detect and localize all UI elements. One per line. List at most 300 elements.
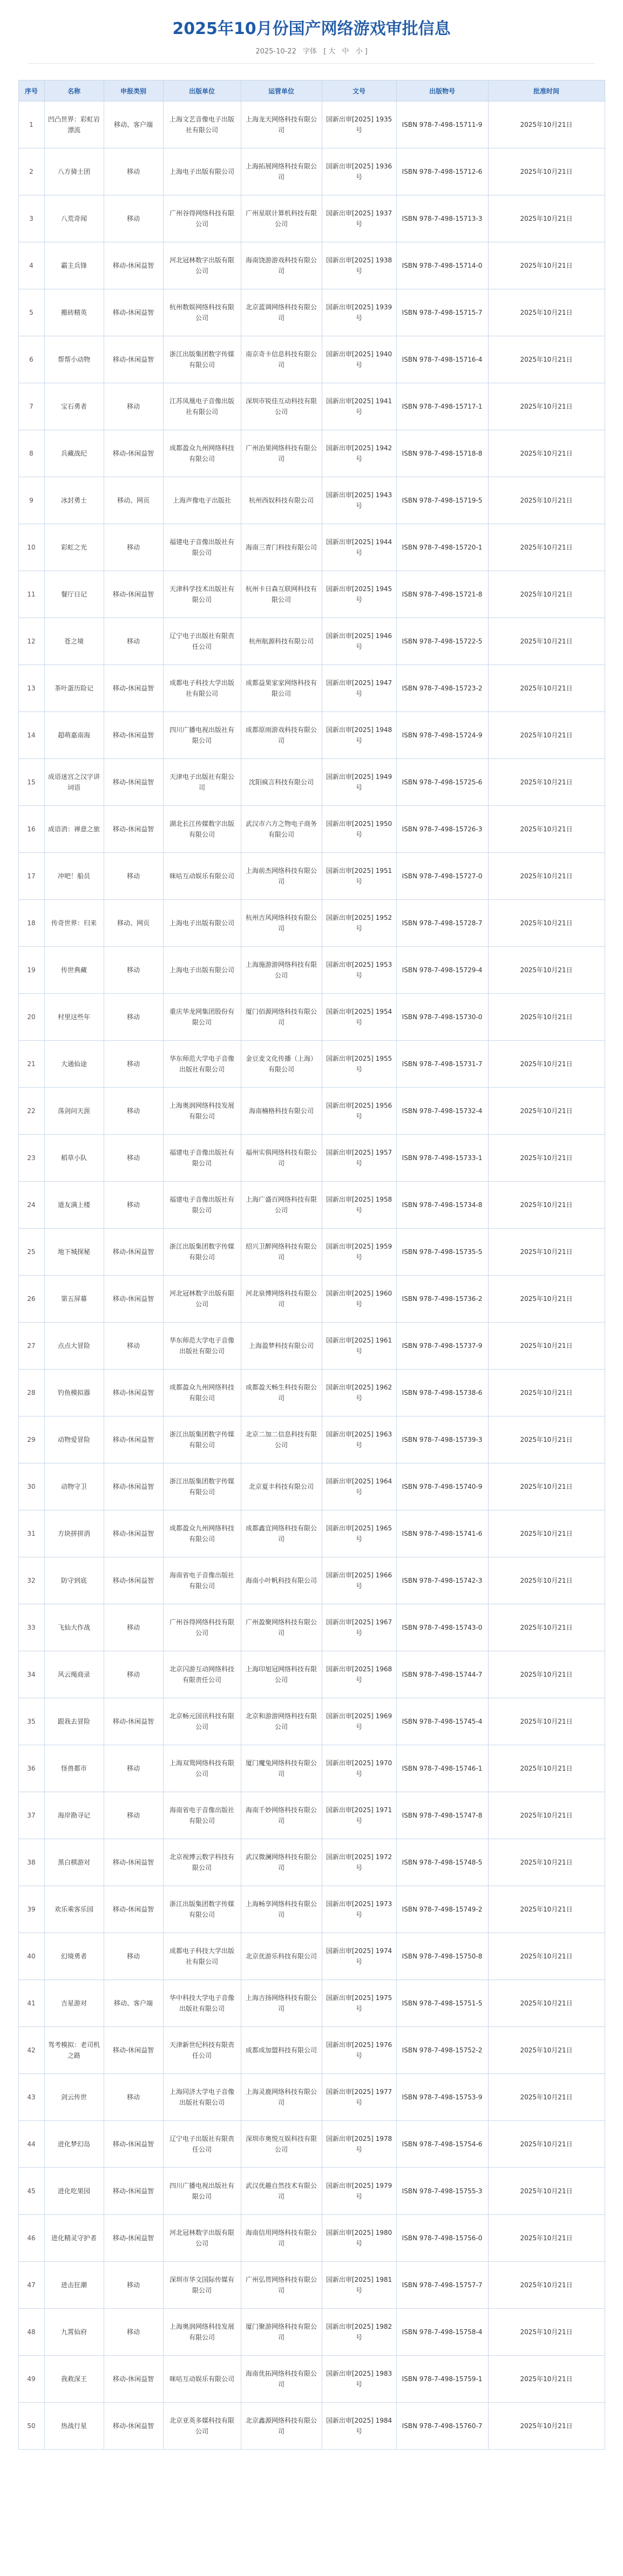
cell-operator: 绍兴卫醉网络科技有限公司 — [241, 1229, 322, 1276]
table-row — [18, 2074, 605, 2121]
cell-name: 飞仙大作战 — [44, 1604, 104, 1651]
cell-publisher: 华东师范大学电子音像出版社有限公司 — [163, 1041, 241, 1088]
cell-category: 移动 — [104, 195, 163, 242]
table-row — [18, 1088, 605, 1135]
table-row — [18, 2403, 605, 2450]
table-row — [18, 759, 605, 806]
cell-index: 41 — [18, 1980, 44, 2027]
cell-publisher: 海南省电子音像出版社有限公司 — [163, 1557, 241, 1604]
cell-category: 移动 — [104, 1041, 163, 1088]
cell-category: 移动-休闲益智 — [104, 1416, 163, 1463]
cell-isbn: ISBN 978-7-498-15742-3 — [396, 1557, 488, 1604]
cell-isbn: ISBN 978-7-498-15732-4 — [396, 1088, 488, 1135]
cell-isbn: ISBN 978-7-498-15748-5 — [396, 1839, 488, 1886]
table-header-row — [18, 80, 605, 101]
cell-operator: 杭州西奴科技有限公司 — [241, 477, 322, 524]
divider — [28, 63, 595, 64]
cell-operator: 海南优拓网络科技有限公司 — [241, 2356, 322, 2403]
cell-index: 13 — [18, 665, 44, 712]
cell-index: 30 — [18, 1463, 44, 1510]
approval-table — [18, 80, 605, 2450]
cell-approval-no: 国新出审[2025] 1967 号 — [322, 1604, 396, 1651]
table-row — [18, 148, 605, 195]
cell-isbn: ISBN 978-7-498-15725-6 — [396, 759, 488, 806]
cell-category: 移动 — [104, 1604, 163, 1651]
cell-category: 移动、网页 — [104, 477, 163, 524]
cell-approval-date: 2025年10月21日 — [488, 1416, 605, 1463]
cell-operator: 海南三青门科技有限公司 — [241, 524, 322, 571]
table-row — [18, 1182, 605, 1229]
cell-approval-no: 国新出审[2025] 1976 号 — [322, 2027, 396, 2074]
cell-approval-date: 2025年10月21日 — [488, 1557, 605, 1604]
cell-name: 热战行星 — [44, 2403, 104, 2450]
font-size-switcher: [ 大 中 小 ] — [323, 48, 368, 56]
cell-isbn: ISBN 978-7-498-15739-3 — [396, 1416, 488, 1463]
cell-name: 怪兽都市 — [44, 1745, 104, 1792]
cell-operator: 厦门魔兔网络科技有限公司 — [241, 1745, 322, 1792]
table-row — [18, 1416, 605, 1463]
cell-category: 移动-休闲益智 — [104, 571, 163, 618]
cell-name: 钓鱼模拟器 — [44, 1370, 104, 1416]
cell-category: 移动-休闲益智 — [104, 2168, 163, 2215]
cell-operator: 福州实俱网络科技有限公司 — [241, 1135, 322, 1182]
cell-approval-no: 国新出审[2025] 1962 号 — [322, 1370, 396, 1416]
cell-approval-date: 2025年10月21日 — [488, 2168, 605, 2215]
cell-approval-date: 2025年10月21日 — [488, 1135, 605, 1182]
cell-name: 八方骑士团 — [44, 148, 104, 195]
table-row — [18, 195, 605, 242]
cell-category: 移动-休闲益智 — [104, 806, 163, 853]
cell-category: 移动-休闲益智 — [104, 336, 163, 383]
cell-name: 方块拼拼消 — [44, 1510, 104, 1557]
cell-approval-date: 2025年10月21日 — [488, 759, 605, 806]
cell-operator: 上海前杰网络科技有限公司 — [241, 853, 322, 900]
cell-publisher: 上海电子出版有限公司 — [163, 947, 241, 994]
cell-isbn: ISBN 978-7-498-15730-0 — [396, 994, 488, 1041]
cell-category: 移动 — [104, 947, 163, 994]
cell-isbn: ISBN 978-7-498-15714-0 — [396, 242, 488, 289]
cell-index: 35 — [18, 1698, 44, 1745]
cell-publisher: 华东师范大学电子音像出版社有限公司 — [163, 1323, 241, 1370]
table-row — [18, 712, 605, 759]
cell-approval-date: 2025年10月21日 — [488, 2215, 605, 2262]
cell-operator: 成都原雨游戏科技有限公司 — [241, 712, 322, 759]
cell-publisher: 上海奥润网络科技发展有限公司 — [163, 1088, 241, 1135]
cell-approval-date: 2025年10月21日 — [488, 806, 605, 853]
cell-approval-date: 2025年10月21日 — [488, 947, 605, 994]
cell-approval-date: 2025年10月21日 — [488, 2121, 605, 2168]
table-row — [18, 101, 605, 148]
cell-publisher: 福建电子音像出版社有限公司 — [163, 524, 241, 571]
cell-approval-date: 2025年10月21日 — [488, 101, 605, 148]
cell-approval-date: 2025年10月21日 — [488, 2074, 605, 2121]
cell-category: 移动、客户端 — [104, 101, 163, 148]
header-operator: 运营单位 — [241, 80, 322, 101]
header-approval-date: 批准时间 — [488, 80, 605, 101]
cell-isbn: ISBN 978-7-498-15737-9 — [396, 1323, 488, 1370]
cell-publisher: 北京视博云数字科技有限公司 — [163, 1839, 241, 1886]
table-row — [18, 1510, 605, 1557]
cell-operator: 上海印旭冠网络科技有限公司 — [241, 1651, 322, 1698]
cell-approval-no: 国新出审[2025] 1958 号 — [322, 1182, 396, 1229]
cell-approval-date: 2025年10月21日 — [488, 242, 605, 289]
cell-approval-no: 国新出审[2025] 1972 号 — [322, 1839, 396, 1886]
table-row — [18, 1886, 605, 1933]
cell-approval-no: 国新出审[2025] 1948 号 — [322, 712, 396, 759]
cell-name: 彩虹之光 — [44, 524, 104, 571]
table-row — [18, 289, 605, 336]
cell-category: 移动 — [104, 1745, 163, 1792]
cell-approval-no: 国新出审[2025] 1970 号 — [322, 1745, 396, 1792]
cell-index: 18 — [18, 900, 44, 947]
table-row — [18, 1557, 605, 1604]
cell-index: 14 — [18, 712, 44, 759]
cell-name: 海岸勘寻记 — [44, 1792, 104, 1839]
cell-approval-no: 国新出审[2025] 1966 号 — [322, 1557, 396, 1604]
cell-approval-date: 2025年10月21日 — [488, 2262, 605, 2309]
cell-operator: 杭州航源科技有限公司 — [241, 618, 322, 665]
cell-operator: 武汉微澜网络科技有限公司 — [241, 1839, 322, 1886]
cell-name: 传奇世界：归来 — [44, 900, 104, 947]
cell-name: 荡剑问天涯 — [44, 1088, 104, 1135]
cell-operator: 南京奇卡信息科技有限公司 — [241, 336, 322, 383]
cell-name: 欢乐乘客乐园 — [44, 1886, 104, 1933]
cell-index: 1 — [18, 101, 44, 148]
cell-isbn: ISBN 978-7-498-15731-7 — [396, 1041, 488, 1088]
cell-index: 2 — [18, 148, 44, 195]
cell-name: 跟我去冒险 — [44, 1698, 104, 1745]
cell-operator: 金豆麦文化传播（上海）有限公司 — [241, 1041, 322, 1088]
cell-approval-date: 2025年10月21日 — [488, 618, 605, 665]
cell-approval-date: 2025年10月21日 — [488, 1510, 605, 1557]
cell-category: 移动 — [104, 2309, 163, 2356]
cell-operator: 成都成加盟科技有限公司 — [241, 2027, 322, 2074]
cell-index: 3 — [18, 195, 44, 242]
cell-publisher: 江苏凤凰电子音像出版社有限公司 — [163, 383, 241, 430]
cell-approval-date: 2025年10月21日 — [488, 1276, 605, 1323]
cell-operator: 上海吉扬网络科技有限公司 — [241, 1980, 322, 2027]
cell-publisher: 上海电子出版有限公司 — [163, 148, 241, 195]
cell-operator: 上海拓展网络科技有限公司 — [241, 148, 322, 195]
table-row — [18, 1135, 605, 1182]
cell-name: 我救深王 — [44, 2356, 104, 2403]
cell-publisher: 成都盈众九州网络科技有限公司 — [163, 1510, 241, 1557]
cell-approval-date: 2025年10月21日 — [488, 1651, 605, 1698]
cell-operator: 广州盈聚网络科技有限公司 — [241, 1604, 322, 1651]
cell-approval-date: 2025年10月21日 — [488, 1229, 605, 1276]
header-publisher: 出版单位 — [163, 80, 241, 101]
cell-publisher: 北京畅元国讯科技有限公司 — [163, 1698, 241, 1745]
cell-category: 移动 — [104, 2262, 163, 2309]
cell-approval-date: 2025年10月21日 — [488, 2309, 605, 2356]
cell-publisher: 海南省电子音像出版社有限公司 — [163, 1792, 241, 1839]
cell-index: 28 — [18, 1370, 44, 1416]
cell-approval-date: 2025年10月21日 — [488, 1604, 605, 1651]
cell-index: 17 — [18, 853, 44, 900]
cell-isbn: ISBN 978-7-498-15724-9 — [396, 712, 488, 759]
cell-publisher: 四川广播电视出版社有限公司 — [163, 2168, 241, 2215]
cell-publisher: 天津新世纪科技有限责任公司 — [163, 2027, 241, 2074]
cell-category: 移动-休闲益智 — [104, 2356, 163, 2403]
cell-publisher: 成都电子科技大学出版社有限公司 — [163, 1933, 241, 1980]
cell-approval-no: 国新出审[2025] 1947 号 — [322, 665, 396, 712]
cell-publisher: 浙江出版集团数字传媒有限公司 — [163, 1229, 241, 1276]
cell-name: 防守到底 — [44, 1557, 104, 1604]
cell-publisher: 上海声像电子出版社 — [163, 477, 241, 524]
cell-approval-no: 国新出审[2025] 1943 号 — [322, 477, 396, 524]
cell-publisher: 上海奥润网络科技发展有限公司 — [163, 2309, 241, 2356]
cell-category: 移动 — [104, 1135, 163, 1182]
cell-publisher: 天津电子出版社有限公司 — [163, 759, 241, 806]
cell-isbn: ISBN 978-7-498-15750-8 — [396, 1933, 488, 1980]
cell-approval-no: 国新出审[2025] 1944 号 — [322, 524, 396, 571]
cell-index: 32 — [18, 1557, 44, 1604]
cell-isbn: ISBN 978-7-498-15726-3 — [396, 806, 488, 853]
cell-index: 43 — [18, 2074, 44, 2121]
cell-category: 移动-休闲益智 — [104, 1557, 163, 1604]
table-row — [18, 900, 605, 947]
cell-index: 38 — [18, 1839, 44, 1886]
cell-index: 6 — [18, 336, 44, 383]
cell-publisher: 浙江出版集团数字传媒有限公司 — [163, 1886, 241, 1933]
cell-index: 49 — [18, 2356, 44, 2403]
cell-isbn: ISBN 978-7-498-15719-5 — [396, 477, 488, 524]
cell-operator: 厦门聚游网络科技有限公司 — [241, 2309, 322, 2356]
cell-publisher: 河北冠林数字出版有限公司 — [163, 1276, 241, 1323]
cell-isbn: ISBN 978-7-498-15755-3 — [396, 2168, 488, 2215]
cell-index: 26 — [18, 1276, 44, 1323]
cell-isbn: ISBN 978-7-498-15715-7 — [396, 289, 488, 336]
cell-approval-date: 2025年10月21日 — [488, 1463, 605, 1510]
cell-approval-no: 国新出审[2025] 1983 号 — [322, 2356, 396, 2403]
cell-approval-no: 国新出审[2025] 1984 号 — [322, 2403, 396, 2450]
cell-publisher: 湖北长江传媒数字出版有限公司 — [163, 806, 241, 853]
cell-approval-no: 国新出审[2025] 1940 号 — [322, 336, 396, 383]
cell-index: 8 — [18, 430, 44, 477]
cell-name: 地下城探秘 — [44, 1229, 104, 1276]
cell-index: 19 — [18, 947, 44, 994]
table-row — [18, 618, 605, 665]
cell-operator: 上海灵鹿网络科技有限公司 — [241, 2074, 322, 2121]
cell-index: 21 — [18, 1041, 44, 1088]
cell-approval-no: 国新出审[2025] 1952 号 — [322, 900, 396, 947]
cell-index: 25 — [18, 1229, 44, 1276]
table-row — [18, 2309, 605, 2356]
cell-name: 兵藏战纪 — [44, 430, 104, 477]
cell-approval-date: 2025年10月21日 — [488, 900, 605, 947]
cell-publisher: 河北冠林数字出版有限公司 — [163, 2215, 241, 2262]
cell-operator: 北京夏丰科技有限公司 — [241, 1463, 322, 1510]
table-row — [18, 1933, 605, 1980]
cell-name: 幻境勇者 — [44, 1933, 104, 1980]
font-large-link[interactable]: 大 — [328, 48, 336, 56]
table-row — [18, 242, 605, 289]
cell-publisher: 河北冠林数字出版有限公司 — [163, 242, 241, 289]
cell-approval-no: 国新出审[2025] 1979 号 — [322, 2168, 396, 2215]
cell-index: 10 — [18, 524, 44, 571]
cell-approval-no: 国新出审[2025] 1953 号 — [322, 947, 396, 994]
cell-publisher: 上海电子出版有限公司 — [163, 900, 241, 947]
cell-name: 黑白棋游对 — [44, 1839, 104, 1886]
cell-publisher: 福建电子音像出版社有限公司 — [163, 1135, 241, 1182]
cell-isbn: ISBN 978-7-498-15729-4 — [396, 947, 488, 994]
cell-isbn: ISBN 978-7-498-15740-9 — [396, 1463, 488, 1510]
cell-category: 移动 — [104, 853, 163, 900]
cell-index: 20 — [18, 994, 44, 1041]
table-row — [18, 1745, 605, 1792]
cell-operator: 上海龙天网络科技有限公司 — [241, 101, 322, 148]
table-row — [18, 2121, 605, 2168]
cell-category: 移动-休闲益智 — [104, 1276, 163, 1323]
cell-approval-no: 国新出审[2025] 1945 号 — [322, 571, 396, 618]
cell-isbn: ISBN 978-7-498-15757-7 — [396, 2262, 488, 2309]
cell-name: 驾考模拟：老司机之路 — [44, 2027, 104, 2074]
cell-index: 16 — [18, 806, 44, 853]
cell-isbn: ISBN 978-7-498-15717-1 — [396, 383, 488, 430]
table-row — [18, 336, 605, 383]
cell-operator: 海南小叶帆科技有限公司 — [241, 1557, 322, 1604]
cell-isbn: ISBN 978-7-498-15733-1 — [396, 1135, 488, 1182]
cell-category: 移动-休闲益智 — [104, 1229, 163, 1276]
cell-name: 剑云传世 — [44, 2074, 104, 2121]
cell-category: 移动-休闲益智 — [104, 289, 163, 336]
cell-index: 44 — [18, 2121, 44, 2168]
cell-publisher: 浙江出版集团数字传媒有限公司 — [163, 1463, 241, 1510]
cell-category: 移动-休闲益智 — [104, 1370, 163, 1416]
cell-name: 点点大冒险 — [44, 1323, 104, 1370]
cell-publisher: 浙江出版集团数字传媒有限公司 — [163, 336, 241, 383]
cell-approval-no: 国新出审[2025] 1942 号 — [322, 430, 396, 477]
table-row — [18, 1698, 605, 1745]
cell-isbn: ISBN 978-7-498-15722-5 — [396, 618, 488, 665]
cell-name: 霸主兵锋 — [44, 242, 104, 289]
cell-name: 凹凸世界：彩虹岩漂流 — [44, 101, 104, 148]
cell-approval-date: 2025年10月21日 — [488, 2027, 605, 2074]
cell-approval-no: 国新出审[2025] 1975 号 — [322, 1980, 396, 2027]
cell-approval-no: 国新出审[2025] 1949 号 — [322, 759, 396, 806]
cell-operator: 上海广盛百网络科技有限公司 — [241, 1182, 322, 1229]
cell-isbn: ISBN 978-7-498-15734-8 — [396, 1182, 488, 1229]
cell-approval-no: 国新出审[2025] 1937 号 — [322, 195, 396, 242]
cell-index: 4 — [18, 242, 44, 289]
cell-operator: 武汉市六方之物电子商务有限公司 — [241, 806, 322, 853]
cell-approval-no: 国新出审[2025] 1974 号 — [322, 1933, 396, 1980]
cell-approval-date: 2025年10月21日 — [488, 1839, 605, 1886]
cell-approval-date: 2025年10月21日 — [488, 712, 605, 759]
cell-approval-date: 2025年10月21日 — [488, 1980, 605, 2027]
cell-approval-no: 国新出审[2025] 1973 号 — [322, 1886, 396, 1933]
cell-approval-no: 国新出审[2025] 1936 号 — [322, 148, 396, 195]
cell-publisher: 上海同济大学电子音像出版社有限公司 — [163, 2074, 241, 2121]
cell-name: 八荒奇闻 — [44, 195, 104, 242]
header-approval-no: 文号 — [322, 80, 396, 101]
font-size-label: 字体 — [303, 48, 317, 56]
cell-isbn: ISBN 978-7-498-15744-7 — [396, 1651, 488, 1698]
header-name: 名称 — [44, 80, 104, 101]
cell-category: 移动 — [104, 1323, 163, 1370]
table-row — [18, 2262, 605, 2309]
cell-name: 大通仙途 — [44, 1041, 104, 1088]
cell-operator: 深圳市奥悦互娱科技有限公司 — [241, 2121, 322, 2168]
cell-publisher: 上海文艺音像电子出版社有限公司 — [163, 101, 241, 148]
cell-isbn: ISBN 978-7-498-15720-1 — [396, 524, 488, 571]
cell-publisher: 成都电子科技大学出版社有限公司 — [163, 665, 241, 712]
cell-approval-date: 2025年10月21日 — [488, 1933, 605, 1980]
cell-publisher: 北京亚英多媒科技有限公司 — [163, 2403, 241, 2450]
cell-isbn: ISBN 978-7-498-15753-9 — [396, 2074, 488, 2121]
cell-approval-date: 2025年10月21日 — [488, 1088, 605, 1135]
cell-index: 48 — [18, 2309, 44, 2356]
cell-operator: 广州治果网络科技有限公司 — [241, 430, 322, 477]
cell-isbn: ISBN 978-7-498-15749-2 — [396, 1886, 488, 1933]
cell-name: 九霄仙府 — [44, 2309, 104, 2356]
cell-approval-no: 国新出审[2025] 1935 号 — [322, 101, 396, 148]
font-medium-link[interactable]: 中 — [342, 48, 349, 56]
cell-index: 11 — [18, 571, 44, 618]
cell-approval-no: 国新出审[2025] 1963 号 — [322, 1416, 396, 1463]
cell-operator: 深圳市锐佳互动科技有限公司 — [241, 383, 322, 430]
cell-approval-no: 国新出审[2025] 1938 号 — [322, 242, 396, 289]
cell-index: 23 — [18, 1135, 44, 1182]
cell-operator: 海南楠格科技有限公司 — [241, 1088, 322, 1135]
cell-publisher: 广州谷得网络科技有限公司 — [163, 1604, 241, 1651]
cell-name: 动物守卫 — [44, 1463, 104, 1510]
cell-index: 42 — [18, 2027, 44, 2074]
table-row — [18, 1792, 605, 1839]
cell-name: 吉星游对 — [44, 1980, 104, 2027]
table-row — [18, 2215, 605, 2262]
cell-category: 移动 — [104, 1651, 163, 1698]
cell-approval-date: 2025年10月21日 — [488, 571, 605, 618]
cell-publisher: 上海双鸳网络科技有限公司 — [163, 1745, 241, 1792]
cell-approval-no: 国新出审[2025] 1981 号 — [322, 2262, 396, 2309]
header-index: 序号 — [18, 80, 44, 101]
cell-isbn: ISBN 978-7-498-15738-6 — [396, 1370, 488, 1416]
cell-publisher: 成都盈众九州网络科技有限公司 — [163, 1370, 241, 1416]
cell-index: 34 — [18, 1651, 44, 1698]
cell-isbn: ISBN 978-7-498-15760-7 — [396, 2403, 488, 2450]
table-row — [18, 2027, 605, 2074]
table-row — [18, 1323, 605, 1370]
cell-name: 道友满上楼 — [44, 1182, 104, 1229]
cell-isbn: ISBN 978-7-498-15759-1 — [396, 2356, 488, 2403]
cell-isbn: ISBN 978-7-498-15747-8 — [396, 1792, 488, 1839]
cell-category: 移动-休闲益智 — [104, 242, 163, 289]
table-row — [18, 665, 605, 712]
cell-approval-no: 国新出审[2025] 1980 号 — [322, 2215, 396, 2262]
cell-publisher: 深圳市华文国际传媒有限公司 — [163, 2262, 241, 2309]
cell-publisher: 福建电子音像出版社有限公司 — [163, 1182, 241, 1229]
cell-approval-no: 国新出审[2025] 1954 号 — [322, 994, 396, 1041]
table-row — [18, 1839, 605, 1886]
cell-approval-no: 国新出审[2025] 1939 号 — [322, 289, 396, 336]
cell-isbn: ISBN 978-7-498-15718-8 — [396, 430, 488, 477]
cell-operator: 海南信用网络科技有限公司 — [241, 2215, 322, 2262]
font-small-link[interactable]: 小 — [355, 48, 363, 56]
cell-index: 39 — [18, 1886, 44, 1933]
cell-approval-date: 2025年10月21日 — [488, 1698, 605, 1745]
cell-approval-date: 2025年10月21日 — [488, 524, 605, 571]
cell-approval-date: 2025年10月21日 — [488, 1370, 605, 1416]
cell-category: 移动-休闲益智 — [104, 2121, 163, 2168]
cell-publisher: 辽宁电子出版社有限责任公司 — [163, 2121, 241, 2168]
page-title: 2025年10月份国产网络游戏审批信息 — [172, 19, 451, 38]
cell-index: 24 — [18, 1182, 44, 1229]
cell-approval-date: 2025年10月21日 — [488, 853, 605, 900]
cell-approval-date: 2025年10月21日 — [488, 1041, 605, 1088]
cell-category: 移动-休闲益智 — [104, 1886, 163, 1933]
cell-index: 40 — [18, 1933, 44, 1980]
